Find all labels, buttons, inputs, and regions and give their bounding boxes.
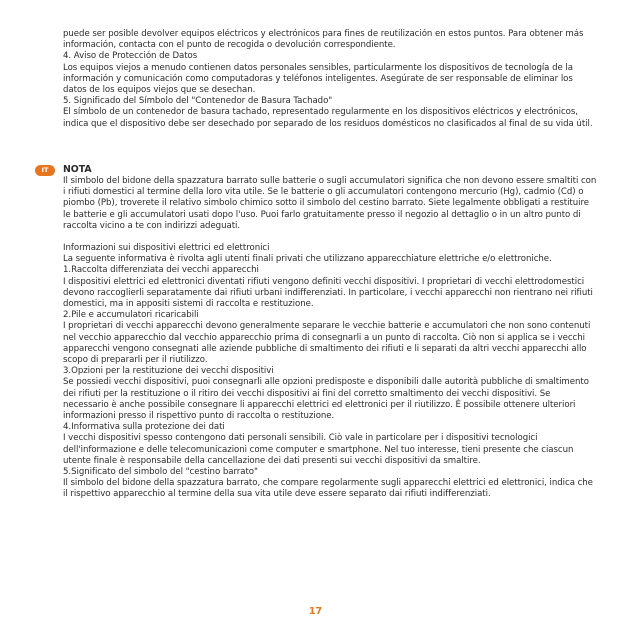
page-number: 17 xyxy=(308,606,323,617)
es-line: Los equipos viejos a menudo contienen datos personales sensibles, particularmente los dispositivos de tecnología de la información y comunicación como computadoras y teléfonos inteligentes. Asegúrate de ser responsable de eliminar los datos de los equipos viejos que se desechan. xyxy=(63,62,573,96)
it-heading-crossed-bin: 5.Significato del simbolo del "cestino barrato" xyxy=(63,467,258,478)
it-line: I proprietari di vecchi apparecchi devono generalmente separare le vecchie batterie e accumulatori che non sono contenuti nel vecchio apparecchio dal vecchio apparecchio prima di consegnarli a un punto di raccolta. Ciò non si applica se i vecchi apparecchi vengono consegnati alle aziende pubbliche di smaltimento dei rifiuti e li separati da altri vecchi apparecchi allo scopo di prepararli per il riutilizzo. xyxy=(63,321,591,366)
it-line: Se possiedi vecchi dispositivi, puoi consegnarli alle opzioni predisposte e disponibili dalle autorità pubbliche di smaltimento dei rifiuti per la restituzione o il ritiro dei vecchi dispositivi ai fini del corretto smaltimento dei vecchi dispositivi. Se necessario è anche possibile consegnare li apparecchi elettrici ed elettronici per il riutilizzo. È possibile ottenere ulteriori informazioni presso il rispettivo punto di raccolta o restituzione. xyxy=(63,377,589,422)
note-title: NOTA xyxy=(63,164,92,175)
it-heading-collection: 1.Raccolta differenziata dei vecchi apparecchi xyxy=(63,265,259,276)
it-line: Il simbolo del bidone della spazzatura barrato, che compare regolarmente sugli apparecchi elettrici ed elettronici, indica che il rispettivo apparecchio al termine della sua vita utile deve essere separato dai rifiuti indifferenziati. xyxy=(63,478,593,500)
it-heading-data-protection: 4.Informativa sulla protezione dei dati xyxy=(63,422,225,433)
es-heading-crossed-bin: 5. Significado del Símbolo del "Contenedor de Basura Tachado" xyxy=(63,96,333,107)
it-heading-batteries: 2.Pile e accumulatori ricaricabili xyxy=(63,310,199,321)
es-line: puede ser posible devolver equipos eléctricos y electrónicos para fines de reutilización en estos puntos. Para obtener más información, contacta con el punto de recogida o devolución correspondiente. xyxy=(63,29,584,51)
it-intro-paragraph: Il simbolo del bidone della spazzatura barrato sulle batterie o sugli accumulatori significa che non devono essere smaltiti con i rifiuti domestici al termine della loro vita utile. Se le batterie o gli accumulatori contengono mercurio (Hg), cadmio (Cd) o piombo (Pb), troverete il relativo simbolo chimico sotto il simbolo del cestino barrato. Siete legalmente obbligati a restituire le batterie e gli accumulatori usati dopo l'uso. Puoi farlo gratuitamente presso il negozio al dettaglio o in un altro punto di raccolta vicino a te con indirizzi adeguati. xyxy=(63,176,597,231)
it-line: I vecchi dispositivi spesso contengono dati personali sensibili. Ciò vale in particolare per i dispositivi tecnologici dell'informazione e delle telecomunicazioni come computer e smartphone. Nel tuo interesse, tieni presente che ciascun utente finale è responsabile della cancellazione dei dati presenti sui vecchi dispositivi da smaltire. xyxy=(63,433,574,466)
paragraph-spacer xyxy=(63,232,598,243)
it-heading-return-options: 3.Opzioni per la restituzione dei vecchi dispositivi xyxy=(63,366,274,377)
it-line: I dispositivi elettrici ed elettronici diventati rifiuti vengono definiti vecchi dispositivi. I proprietari di vecchi elettrodomestici devono raccoglierli separatamente dai rifiuti urbani indifferenziati. In particolare, i vecchi apparecchi non rientrano nei rifiuti domestici, ma in appositi sistemi di raccolta e restituzione. xyxy=(63,276,593,310)
italian-section xyxy=(63,164,598,501)
spanish-section xyxy=(63,29,598,130)
es-line: El símbolo de un contenedor de basura tachado, representado regularmente en los dispositivos eléctricos y electrónicos, indica que el dispositivo debe ser desechado por separado de los residuos domésticos no clasificados al final de su vida útil. xyxy=(63,107,593,129)
it-line: La seguente informativa è rivolta agli utenti finali privati che utilizzano apparecchiature elettriche e/o elettroniche. xyxy=(63,254,552,265)
es-heading-data-protection: 4. Aviso de Protección de Datos xyxy=(63,51,198,62)
it-heading-info: Informazioni sui dispositivi elettrici ed elettronici xyxy=(63,243,270,254)
language-badge-it: IT xyxy=(35,165,55,176)
